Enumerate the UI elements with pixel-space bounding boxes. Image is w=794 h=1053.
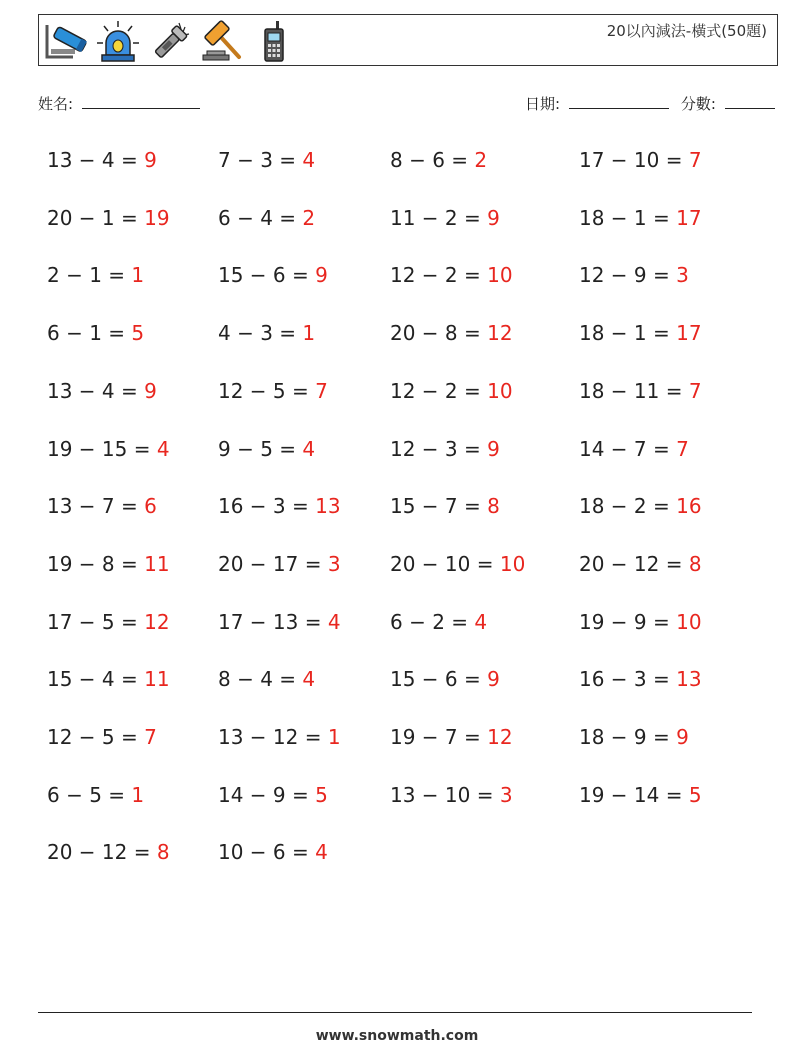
problem-item bbox=[218, 840, 328, 864]
problem-item bbox=[218, 437, 315, 461]
problem-question: 12 − 2 = bbox=[390, 378, 481, 403]
problem-question: 12 − 2 = bbox=[390, 263, 481, 288]
problem-item bbox=[47, 379, 157, 403]
problem-question: 20 − 12 = bbox=[47, 840, 151, 865]
problem-answer: 9 bbox=[487, 436, 500, 461]
problem-question: 13 − 10 = bbox=[390, 782, 494, 807]
problem-question: 20 − 8 = bbox=[390, 321, 481, 346]
problem-question: 18 − 11 = bbox=[579, 378, 683, 403]
problem-item bbox=[579, 667, 702, 691]
problem-answer: 7 bbox=[676, 436, 689, 461]
problem-question: 18 − 1 = bbox=[579, 205, 670, 230]
problem-answer: 17 bbox=[676, 321, 702, 346]
problem-question: 8 − 6 = bbox=[390, 148, 469, 172]
problem-item bbox=[218, 494, 341, 518]
problem-answer: 13 bbox=[315, 494, 341, 519]
problem-question: 18 − 1 = bbox=[579, 321, 670, 346]
problem-item bbox=[390, 148, 487, 172]
problem-item bbox=[390, 437, 500, 461]
problem-item bbox=[390, 552, 525, 576]
problem-answer: 7 bbox=[688, 148, 702, 172]
problem-answer: 12 bbox=[487, 321, 513, 346]
problem-question: 19 − 14 = bbox=[579, 782, 683, 807]
problem-answer: 7 bbox=[144, 725, 157, 749]
problem-answer: 16 bbox=[676, 494, 702, 519]
problem-question: 19 − 9 = bbox=[579, 609, 670, 634]
problem-item bbox=[579, 610, 702, 634]
problem-item bbox=[579, 263, 689, 287]
problem-question: 12 − 5 = bbox=[218, 378, 309, 403]
problem-question: 6 − 1 = bbox=[47, 321, 126, 346]
problem-answer: 12 bbox=[487, 725, 513, 749]
problem-answer: 10 bbox=[676, 609, 702, 634]
problem-item bbox=[390, 610, 487, 634]
problem-item bbox=[47, 725, 157, 749]
problem-item bbox=[218, 206, 315, 230]
problem-answer: 10 bbox=[487, 263, 513, 288]
problem-answer: 9 bbox=[144, 148, 157, 172]
problem-answer: 1 bbox=[327, 725, 341, 749]
problem-answer: 17 bbox=[676, 205, 702, 230]
problem-item bbox=[390, 206, 500, 230]
problem-item bbox=[47, 321, 144, 345]
problem-item bbox=[218, 783, 328, 807]
problem-question: 12 − 5 = bbox=[47, 725, 138, 749]
problem-answer: 8 bbox=[487, 494, 500, 519]
problem-answer: 7 bbox=[315, 378, 328, 403]
name-label: 姓名: bbox=[38, 95, 74, 113]
problem-item bbox=[218, 148, 315, 172]
problem-item bbox=[47, 667, 170, 691]
problem-answer: 13 bbox=[676, 667, 702, 692]
problem-answer: 3 bbox=[327, 551, 341, 576]
problem-item bbox=[218, 379, 328, 403]
problem-question: 18 − 2 = bbox=[579, 494, 670, 519]
date-label: 日期: bbox=[525, 95, 561, 113]
problem-question: 4 − 3 = bbox=[218, 321, 297, 346]
problem-item bbox=[390, 321, 513, 345]
score-label: 分數: bbox=[680, 95, 716, 113]
problem-item bbox=[579, 725, 689, 749]
worksheet-title: 20以內減法-橫式(50題) bbox=[606, 22, 767, 40]
problem-item bbox=[218, 552, 341, 576]
problem-answer: 4 bbox=[315, 840, 328, 865]
problem-answer: 4 bbox=[474, 609, 488, 634]
problem-answer: 1 bbox=[131, 782, 145, 807]
problem-question: 6 − 4 = bbox=[218, 205, 297, 230]
problem-question: 16 − 3 = bbox=[579, 667, 670, 692]
problem-item bbox=[390, 494, 500, 518]
problem-question: 15 − 6 = bbox=[390, 667, 481, 692]
problem-answer: 5 bbox=[131, 321, 145, 346]
problem-question: 15 − 6 = bbox=[218, 263, 309, 288]
problem-answer: 1 bbox=[302, 321, 316, 346]
problem-question: 17 − 10 = bbox=[579, 148, 683, 172]
problem-answer: 7 bbox=[688, 378, 702, 403]
problem-item bbox=[390, 725, 513, 749]
problem-item bbox=[47, 263, 144, 287]
problem-item bbox=[47, 610, 170, 634]
problem-question: 17 − 5 = bbox=[47, 609, 138, 634]
problem-item bbox=[390, 263, 513, 287]
problem-item bbox=[218, 321, 315, 345]
problem-question: 10 − 6 = bbox=[218, 840, 309, 865]
problem-answer: 19 bbox=[144, 205, 170, 230]
problem-question: 15 − 4 = bbox=[47, 667, 138, 692]
problem-question: 11 − 2 = bbox=[390, 205, 481, 230]
problem-question: 19 − 15 = bbox=[47, 436, 151, 461]
problem-question: 20 − 1 = bbox=[47, 205, 138, 230]
problem-answer: 9 bbox=[144, 378, 157, 403]
problem-question: 15 − 7 = bbox=[390, 494, 481, 519]
problem-item bbox=[47, 494, 157, 518]
problem-question: 13 − 12 = bbox=[218, 725, 322, 749]
problem-answer: 10 bbox=[499, 551, 526, 576]
problem-answer: 12 bbox=[144, 609, 170, 634]
problem-question: 20 − 10 = bbox=[390, 551, 494, 576]
problem-item bbox=[579, 148, 702, 172]
problem-question: 16 − 3 = bbox=[218, 494, 309, 519]
problem-item bbox=[579, 379, 702, 403]
problem-answer: 4 bbox=[302, 148, 316, 172]
problem-question: 13 − 7 = bbox=[47, 494, 138, 519]
problem-question: 20 − 12 = bbox=[579, 551, 683, 576]
problem-question: 12 − 3 = bbox=[390, 436, 481, 461]
problem-answer: 3 bbox=[676, 263, 689, 288]
problem-question: 6 − 5 = bbox=[47, 782, 126, 807]
problem-item bbox=[47, 148, 157, 172]
problem-answer: 9 bbox=[487, 667, 500, 692]
problem-question: 2 − 1 = bbox=[47, 263, 126, 288]
footer-divider bbox=[38, 1012, 752, 1013]
problem-item bbox=[579, 552, 702, 576]
problem-item bbox=[47, 552, 170, 576]
problem-question: 6 − 2 = bbox=[390, 609, 469, 634]
problem-item bbox=[390, 783, 513, 807]
problem-question: 13 − 4 = bbox=[47, 378, 138, 403]
problem-item bbox=[47, 840, 170, 864]
problem-item bbox=[47, 437, 170, 461]
problem-answer: 9 bbox=[487, 205, 500, 230]
footer-url: www.snowmath.com bbox=[315, 1028, 479, 1044]
problem-answer: 3 bbox=[499, 782, 513, 807]
problem-answer: 4 bbox=[327, 609, 341, 634]
problem-item bbox=[390, 667, 500, 691]
problem-item bbox=[218, 263, 328, 287]
problem-question: 8 − 4 = bbox=[218, 667, 297, 692]
problem-answer: 11 bbox=[144, 667, 170, 692]
problem-item bbox=[579, 437, 689, 461]
problem-answer: 4 bbox=[302, 436, 316, 461]
problem-item bbox=[218, 667, 315, 691]
problem-answer: 6 bbox=[144, 494, 157, 519]
problem-answer: 2 bbox=[302, 205, 316, 230]
problem-item bbox=[579, 321, 702, 345]
problem-item bbox=[579, 206, 702, 230]
problem-question: 19 − 7 = bbox=[390, 725, 481, 749]
problem-question: 7 − 3 = bbox=[218, 148, 297, 172]
problem-question: 18 − 9 = bbox=[579, 725, 670, 749]
problem-answer: 8 bbox=[156, 840, 170, 865]
problem-item bbox=[47, 206, 170, 230]
problem-answer: 8 bbox=[688, 551, 702, 576]
problem-question: 13 − 4 = bbox=[47, 148, 138, 172]
problem-item bbox=[579, 494, 702, 518]
problem-answer: 2 bbox=[474, 148, 488, 172]
problem-answer: 9 bbox=[315, 263, 328, 288]
problem-item bbox=[579, 783, 702, 807]
problem-item bbox=[390, 379, 513, 403]
problem-answer: 4 bbox=[156, 436, 170, 461]
problem-item bbox=[218, 610, 341, 634]
problem-answer: 5 bbox=[688, 782, 702, 807]
problem-answer: 4 bbox=[302, 667, 316, 692]
problem-question: 14 − 7 = bbox=[579, 436, 670, 461]
problem-answer: 5 bbox=[315, 782, 328, 807]
problem-item bbox=[47, 783, 144, 807]
problem-answer: 11 bbox=[144, 551, 170, 576]
problem-question: 9 − 5 = bbox=[218, 436, 297, 461]
problem-item bbox=[218, 725, 341, 749]
problem-question: 14 − 9 = bbox=[218, 782, 309, 807]
problem-answer: 1 bbox=[131, 263, 145, 288]
problem-question: 20 − 17 = bbox=[218, 551, 322, 576]
problem-question: 12 − 9 = bbox=[579, 263, 670, 288]
problem-question: 17 − 13 = bbox=[218, 609, 322, 634]
problem-answer: 10 bbox=[487, 378, 513, 403]
problem-answer: 9 bbox=[676, 725, 689, 749]
problem-question: 19 − 8 = bbox=[47, 551, 138, 576]
